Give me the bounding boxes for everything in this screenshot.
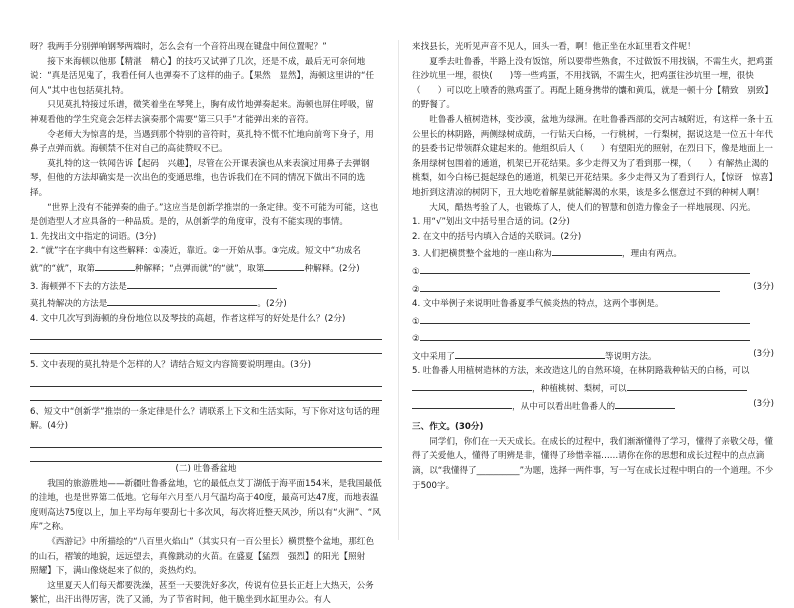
- answer-line[interactable]: [30, 326, 382, 340]
- text-paragraph: 呀？我两手分别弹响钢琴两端时，怎么会有一个音符出现在键盘中间位置呢？”: [30, 42, 327, 52]
- text-paragraph: 夏季去吐鲁番，半路上没有饭馆，所以要带些熟食，不过做饭不用找锅，不需生火，把鸡蛋往沙坑里一埋，很快( )等一些鸡蛋，不用找锅，不需生火，把鸡蛋往沙坑里一埋，很快（ ）可以吃上喷香的熟鸡蛋了。再配上随身携带的馕和黄瓜，就是一顿十分【精致 别致】的野餐了。: [412, 56, 773, 111]
- text-paragraph: 令老师大为惊喜的是，当遇到那个特别的音符时，莫扎特不慌不忙地向前弯下身子，用鼻子点弹而就。海顿禁不住对自己的高徒赞叹不已。: [30, 129, 374, 155]
- answer-blank[interactable]: [127, 277, 277, 289]
- essay-prompt: 同学们，你们在一天天成长。在成长的过程中，我们渐渐懂得了学习，懂得了亲敬父母，懂得了关爱他人，懂得了明辨是非，懂得了珍惜幸福……请你在你的思想和成长过程中的点点滴滴，以“我懂得了__________”为题，选择一两件事，写一写在成长过程中明白的一个道理。不少于500字。: [412, 436, 774, 491]
- text-paragraph: 我国的旅游胜地——新疆吐鲁番盆地，它的最低点艾丁湖低于海平面154米，是我国最低的洼地，也是世界第二低地。它每年六月至八月气温均高于40度，最高可达47度，而地表温度则高达75度以上，加上平均每年要刮七十多次风，每次将近整天风沙，所以有“火洲”、“风库”之称。: [30, 478, 382, 533]
- answer-blank[interactable]: [627, 379, 747, 391]
- text-paragraph: 大风，酷热考验了人，也锻炼了人，使人们的智慧和创造力像金子一样地展现、闪光。: [429, 202, 756, 213]
- text-paragraph: 这里夏天人们每天都要洗澡，甚至一天要洗好多次，传说有位县长正赶上大热天，公务繁忙，出汗出得厉害，洗了又涌，为了节省时间，他干脆坐到水缸里办公。有人: [30, 580, 374, 606]
- section-3-title: 三、作文。(30分): [412, 422, 484, 433]
- text-paragraph: 莫扎特的这一铁闻告诉【起码 兴趣】，尽管在公开课表演也从来表演过用鼻子去弹钢琴，但他的方法却确实是一次出色的变通思维，也告诉我们在不同的情况下做出不同的选择。: [30, 158, 370, 198]
- question-5: 5. 吐鲁番人用植树造林的方法，来改造这儿的自然环境，在林阴路栽种钻天的白杨，可以: [412, 366, 750, 377]
- question-3: 3. 人们把横贯整个盆地的一座山称为 ，理由有两点。: [412, 244, 774, 262]
- answer-line[interactable]: [30, 434, 382, 448]
- question-3: 3. 海顿弹不下去的方法是: [30, 277, 382, 295]
- question-6: 6、短文中“创新学”推崇的一条定律是什么？请联系上下文和生活实际，写下你对这句话的理解。(4分): [30, 406, 380, 432]
- question-2: 2. “就”字在字典中有这些解释：①凑近，靠近。②一开始从事。③完成。短文中“功成名就”的“就”，取第 种解释；“点弹而就”的“就”，取第 种解释。(2分): [30, 246, 361, 274]
- right-column: 来找县长，光听见声音不见人，回头一看，啊！他正坐在水缸里看文件呢！ 夏季去吐鲁番，半路上没有饭馆，所以要带些熟食，不过做饭不用找锅，不需生火，把鸡蛋往沙坑里一埋，很快( )等一些鸡蛋，不用找锅，不需生火，把鸡蛋往沙坑里一埋，很快（ ）可以吃上喷香的熟鸡蛋了。再配上随身携带的馕和黄瓜，就是一顿十分【精致 别致】的野餐了。 吐鲁番人植树造林，变沙漠，盆地为绿洲。在吐鲁番西部的交河古城附近，有这样一条十五公里长的林阴路，两侧绿树成荫，一行钻天白杨，一行桃树，一行梨树，据说这是一位五十年代的县委书记带领群众建起来的。他组织后人（ ）有望阳光的照射，在烈日下，像是地面上一条用绿树包围着的通道，机架已开花结果。多少走得又为了看到那一棵，（ ）有解热止渴的桃梨，如今白杨已挺起绿色的通道，机架已开花结果。多少走得又为了看到行人，【惊讶 惊喜】地折到这清凉的树阴下，丑大地吃着解星就能解渴的水果，该是多么惬意过不到的种树人啊！ 大风，酷热考验了人，也锻炼了人，使人们的智慧和创造力像金子一样地展现、闪光。 1. 用“√”划出文中括号里合适的词。(2分) 2. 在文中的括号内填入合适的关联词。(2分) 3. 人们把横贯整个盆地的一座山称为 ，理由有两点。 ① ② (3分) 4. 文中举例子来说明吐鲁番夏季气候炎热的特点，这两个事例是。 ① ② 文中采用了 等说明方法。 (3分) 5. 吐鲁番人用植树造林的方法，来改造这儿的自然环境，在林阴路栽种钻天的白杨，可以 ，种植桃树、梨树，可以 ，从中可以看出吐鲁番人的 (3分) 三、作文。(30分) 同学们，你们在一天天成长。在成长的过程中，我们渐渐懂得了学习，懂得了亲敬父母，懂得了关爱他人，懂得了明辨是非，懂得了珍惜幸福……请你在你的思想和成长过程中的点点滴滴，以“我懂得了__________”为题，选择一两件事，写一写在成长过程中明白的一个道理。不少于500字。: [412, 40, 774, 493]
- answer-line[interactable]: [30, 340, 382, 354]
- text-paragraph: 接下来海顿以他那【精湛 精心】的技巧又试弹了几次，还是不成，最后无可奈何地说：“真是活见鬼了，我看任何人也弹奏不了这样的曲子。【果然 显然】，海顿这里讲的“任何人”其中也包括莫扎特。: [30, 56, 375, 96]
- text-paragraph: “世界上没有不能弹奏的曲子。”这应当是创新学推崇的一条定律。变不可能为可能，这也是创造型人才应具备的一种品质。是的，从创新学的角度审，没有不能实现的事情。: [30, 202, 379, 228]
- answer-blank[interactable]: [412, 379, 532, 391]
- section-2-title: (二) 吐鲁番盆地: [175, 464, 237, 475]
- question-2: 2. 在文中的括号内填入合适的关联词。(2分): [412, 231, 582, 242]
- answer-blank[interactable]: [615, 397, 675, 409]
- answer-blank[interactable]: [455, 347, 605, 359]
- question-5: 5. 文中表现的莫扎特是个怎样的人？请结合短文内容简要说明理由。(3分): [30, 360, 311, 371]
- answer-line[interactable]: [30, 373, 382, 387]
- text-paragraph: 吐鲁番人植树造林，变沙漠，盆地为绿洲。在吐鲁番西部的交河古城附近，有这样一条十五公里长的林阴路，两侧绿树成荫，一行钻天白杨，一行桃树，一行梨树，据说这是一位五十年代的县委书记带领群众建起来的。他组织后人（ ）有望阳光的照射，在烈日下，像是地面上一条用绿树包围着的通道，机架已开花结果。多少走得又为了看到那一棵，（ ）有解热止渴的桃梨，如今白杨已挺起绿色的通道，机架已开花结果。多少走得又为了看到行人，【惊讶 惊喜】地折到这清凉的树阴下，丑大地吃着解星就能解渴的水果，该是多么惬意过不到的种树人啊！: [412, 114, 773, 198]
- question-4: 4. 文中几次写到海顿的身份地位以及琴技的高超，作者这样写的好处是什么？(2分): [30, 313, 346, 324]
- question-1: 1. 用“√”划出文中括号里合适的词。(2分): [412, 217, 570, 228]
- answer-blank[interactable]: [552, 244, 622, 256]
- text-paragraph: 来找县长，光听见声音不见人，回头一看，啊！他正坐在水缸里看文件呢！: [412, 42, 696, 52]
- text-paragraph: 只见莫扎特接过乐谱，微笑着坐在琴凳上，胸有成竹地弹奏起来。海顿也屏住呼吸，留神观看他的学生究竟会怎样去演奏那个需要“第三只手”才能弹出来的音符。: [30, 100, 374, 125]
- answer-line[interactable]: [30, 387, 382, 401]
- question-1: 1. 先找出文中指定的词语。(3分): [30, 231, 157, 242]
- answer-blank[interactable]: [412, 397, 512, 409]
- answer-blank[interactable]: [264, 259, 304, 271]
- answer-line[interactable]: [30, 448, 382, 462]
- question-4: 4. 文中举例子来说明吐鲁番夏季气候炎热的特点，这两个事例是。: [412, 299, 664, 310]
- text-paragraph: 《西游记》中所描绘的“八百里火焰山”（其实只有一百公里长）横贯整个盆地，那红色的山石，褶皱的地貌，远远望去，真像跳动的火苗。在盛夏【猛烈 强烈】的阳光【照射 照耀】下，满山像烧起来了似的，炎热灼灼。: [30, 537, 375, 577]
- answer-blank[interactable]: [420, 262, 750, 274]
- left-column: 呀？我两手分别弹响钢琴两端时，怎么会有一个音符出现在键盘中间位置呢？” 接下来海顿以他那【精湛 精心】的技巧又试弹了几次，还是不成，最后无可奈何地说：“真是活见鬼了，我看任何人也弹奏不了这样的曲子。【果然 显然】，海顿这里讲的“任何人”其中也包括莫扎特。 只见莫扎特接过乐谱，微笑着坐在琴凳上，胸有成竹地弹奏起来。海顿也屏住呼吸，留神观看他的学生究竟会怎样去演奏那个需要“第三只手”才能弹出来的音符。 令老师大为惊喜的是，当遇到那个特别的音符时，莫扎特不慌不忙地向前弯下身子，用鼻子点弹而就。海顿禁不住对自己的高徒赞叹不已。 莫扎特的这一铁闻告诉【起码 兴趣】，尽管在公开课表演也从来表演过用鼻子去弹钢琴，但他的方法却确实是一次出色的变通思维，也告诉我们在不同的情况下做出不同的选择。 “世界上没有不能弹奏的曲子。”这应当是创新学推崇的一条定律。变不可能为可能，这也是创造型人才应具备的一种品质。是的，从创新学的角度审，没有不能实现的事情。 1. 先找出文中指定的词语。(3分) 2. “就”字在字典中有这些解释：①凑近，靠近。②一开始从事。③完成。短文中“功成名就”的“就”，取第 种解释；“点弹而就”的“就”，取第 种解释。(2分) 3. 海顿弹不下去的方法是 莫扎特解决的方法是 。(2分) 4. 文中几次写到海顿的身份地位以及琴技的高超，作者这样写的好处是什么？(2分) 5. 文中表现的莫扎特是个怎样的人？请结合短文内容简要说明理由。(3分) 6、短文中“创新学”推崇的一条定律是什么？请联系上下文和生活实际，写下你对这句话的理解。(4分) (二) 吐鲁番盆地 我国的旅游胜地——新疆吐鲁番盆地，它的最低点艾丁湖低于海平面154米，是我国最低的洼地，也是世界第二低地。它每年六月至八月气温均高于40度，最高可达47度，而地表温度则高达75度以上，加上平均每年要刮七十多次风，每次将近整天风沙，所以有“火洲”、“风库”之称。 《西游记》中所描绘的“八百里火焰山”（其实只有一百公里长）横贯整个盆地，那红色的山石，褶皱的地貌，远远望去，真像跳动的火苗。在盛夏【猛烈 强烈】的阳光【照射 照耀】下，满山像烧起来了似的，炎热灼灼。 这里夏天人们每天都要洗澡，甚至一天要洗好多次，传说有位县长正赶上大热天，公务繁忙，出汗出得厉害，洗了又涌，为了节省时间，他干脆坐到水缸里办公。有人: [30, 40, 382, 608]
- column-divider: [398, 40, 399, 540]
- answer-blank[interactable]: [420, 280, 720, 292]
- answer-blank[interactable]: [95, 259, 135, 271]
- answer-blank[interactable]: [420, 312, 750, 324]
- answer-blank[interactable]: [107, 294, 257, 306]
- answer-blank[interactable]: [420, 329, 750, 341]
